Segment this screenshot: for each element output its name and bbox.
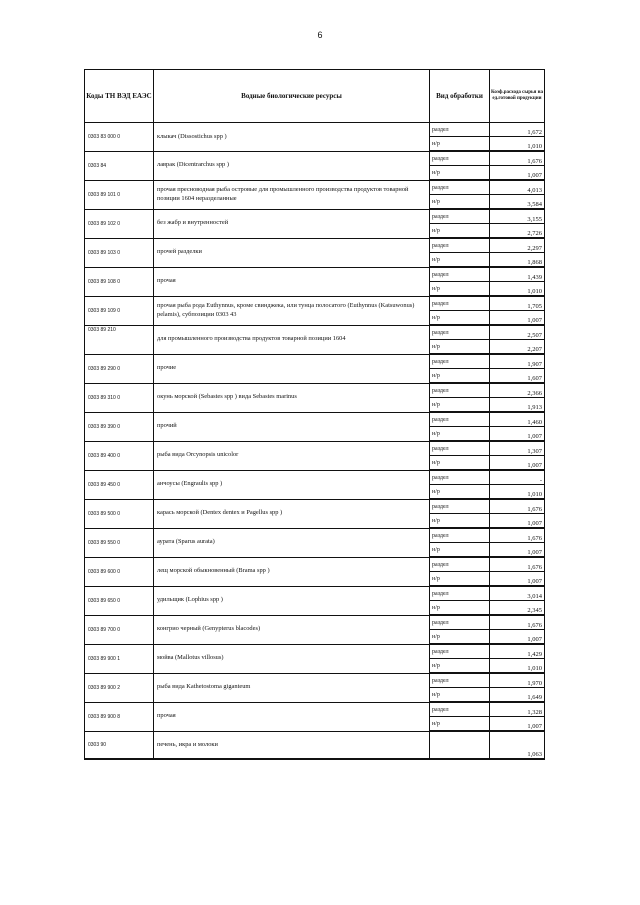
coefficient-value: 1,868	[490, 253, 545, 268]
hs-code: 0303 89 900 1	[85, 644, 154, 673]
processing-type: н/р	[430, 717, 490, 732]
coefficient-value: 1,007	[490, 514, 545, 529]
table-row	[85, 151, 545, 166]
coefficient-value: 1,007	[490, 456, 545, 471]
processing-type: раздел	[430, 528, 490, 543]
coefficient-value: 1,676	[490, 615, 545, 630]
table-row	[85, 557, 545, 572]
processing-type: раздел	[430, 238, 490, 253]
table-row	[85, 412, 545, 427]
coefficient-value: 1,460	[490, 412, 545, 427]
processing-type: н/р	[430, 166, 490, 181]
table-row	[85, 441, 545, 456]
coefficient-value: 1,007	[490, 166, 545, 181]
processing-type: раздел	[430, 644, 490, 659]
coefficient-value: 1,007	[490, 543, 545, 558]
processing-type: н/р	[430, 427, 490, 442]
processing-type: н/р	[430, 572, 490, 587]
coefficient-value: 1,676	[490, 528, 545, 543]
hs-code: 0303 89 310 0	[85, 383, 154, 412]
hs-code: 0303 89 500 0	[85, 499, 154, 528]
coefficient-value: 1,007	[490, 427, 545, 442]
coefficient-value: 1,010	[490, 137, 545, 152]
processing-type: н/р	[430, 398, 490, 413]
coefficient-value: 1,705	[490, 296, 545, 311]
hs-code: 0303 89 103 0	[85, 238, 154, 267]
coefficient-value: 1,907	[490, 354, 545, 369]
table-row	[85, 238, 545, 253]
table-row	[85, 325, 545, 340]
hs-code: 0303 89 109 0	[85, 296, 154, 325]
table-row	[85, 499, 545, 514]
processing-type: н/р	[430, 224, 490, 239]
table-row	[85, 528, 545, 543]
table-row	[85, 731, 545, 759]
table-body	[85, 123, 545, 760]
hs-code: 0303 89 108 0	[85, 267, 154, 296]
resource-name: прочие	[154, 354, 430, 383]
hs-code: 0303 83 000 0	[85, 123, 154, 152]
coefficient-value: -	[490, 470, 545, 485]
processing-type: раздел	[430, 702, 490, 717]
table-row	[85, 296, 545, 311]
coefficient-value: 3,155	[490, 209, 545, 224]
processing-type: н/р	[430, 340, 490, 355]
resource-name: прочая пресноводная рыба островые для промышленного производства продуктов товарной позиции 1604 неразделанные	[154, 180, 430, 209]
processing-type: раздел	[430, 325, 490, 340]
coefficient-value: 1,010	[490, 282, 545, 297]
coefficient-value: 1,676	[490, 499, 545, 514]
processing-type: раздел	[430, 267, 490, 282]
processing-type: н/р	[430, 253, 490, 268]
resource-name: конгрио черный (Genypterus blacodes)	[154, 615, 430, 644]
coefficient-value: 1,007	[490, 572, 545, 587]
hs-code: 0303 89 550 0	[85, 528, 154, 557]
table-row	[85, 615, 545, 630]
coefficient-value: 2,345	[490, 601, 545, 616]
header-coefficient: Коэф.расхода сырья на ед.готовой продукции	[490, 70, 545, 123]
processing-type: н/р	[430, 514, 490, 529]
resource-name: аурата (Sparus aurata)	[154, 528, 430, 557]
resource-name: клыкач (Dissostichus spp )	[154, 123, 430, 152]
coefficient-value: 3,014	[490, 586, 545, 601]
resource-name: лаврак (Dicentrarchus spp )	[154, 151, 430, 180]
processing-type: н/р	[430, 485, 490, 500]
processing-type: раздел	[430, 441, 490, 456]
coefficient-value: 1,063	[490, 731, 545, 759]
processing-type: н/р	[430, 195, 490, 210]
hs-code: 0303 90	[85, 731, 154, 759]
resource-name: мойва (Mallotus villosus)	[154, 644, 430, 673]
coefficient-value: 2,207	[490, 340, 545, 355]
hs-code: 0303 89 102 0	[85, 209, 154, 238]
processing-type: раздел	[430, 586, 490, 601]
page-number: 6	[317, 30, 323, 40]
table-row	[85, 354, 545, 369]
resource-name: печень, икра и молоки	[154, 731, 430, 759]
coefficient-value: 1,007	[490, 630, 545, 645]
processing-type: н/р	[430, 311, 490, 326]
hs-code: 0303 84	[85, 151, 154, 180]
resource-name: лещ морской обыкновенный (Brama spp )	[154, 557, 430, 586]
resource-name: без жабр и внутренностей	[154, 209, 430, 238]
resource-name: окунь морской (Sebastes spp ) вида Sebastes marinus	[154, 383, 430, 412]
table-row	[85, 644, 545, 659]
processing-type: н/р	[430, 659, 490, 674]
processing-type	[430, 731, 490, 759]
coefficient-value: 1,307	[490, 441, 545, 456]
coefficient-value: 1,010	[490, 659, 545, 674]
resource-name: прочий	[154, 412, 430, 441]
coefficient-value: 4,013	[490, 180, 545, 195]
processing-type: раздел	[430, 673, 490, 688]
processing-type: раздел	[430, 209, 490, 224]
processing-type: раздел	[430, 123, 490, 137]
processing-type: раздел	[430, 499, 490, 514]
hs-code: 0303 89 290 0	[85, 354, 154, 383]
coefficient-value: 1,328	[490, 702, 545, 717]
table-row	[85, 470, 545, 485]
resource-name: прочая	[154, 702, 430, 731]
coefficient-value: 1,007	[490, 717, 545, 732]
coefficient-value: 1,429	[490, 644, 545, 659]
resource-name: прочей разделки	[154, 238, 430, 267]
processing-type: н/р	[430, 137, 490, 152]
hs-code: 0303 89 650 0	[85, 586, 154, 615]
processing-type: н/р	[430, 630, 490, 645]
processing-type: раздел	[430, 615, 490, 630]
coefficient-table	[84, 69, 545, 760]
processing-type: н/р	[430, 688, 490, 703]
processing-type: н/р	[430, 282, 490, 297]
resource-name: анчоусы (Engraulis spp )	[154, 470, 430, 499]
coefficient-value: 2,507	[490, 325, 545, 340]
resource-name: рыба вида Orcynopsis unicolor	[154, 441, 430, 470]
coefficient-value: 1,672	[490, 123, 545, 137]
coefficient-value: 2,297	[490, 238, 545, 253]
header-code: Коды ТН ВЭД ЕАЭС	[85, 70, 154, 123]
header-processing: Вид обработки	[430, 70, 490, 123]
processing-type: раздел	[430, 151, 490, 166]
processing-type: раздел	[430, 412, 490, 427]
processing-type: раздел	[430, 354, 490, 369]
hs-code: 0303 89 400 0	[85, 441, 154, 470]
coefficient-value: 1,970	[490, 673, 545, 688]
processing-type: раздел	[430, 470, 490, 485]
coefficient-value: 2,726	[490, 224, 545, 239]
processing-type: н/р	[430, 369, 490, 384]
processing-type: раздел	[430, 383, 490, 398]
hs-code: 0303 89 210	[85, 325, 154, 354]
table-row	[85, 123, 545, 137]
hs-code: 0303 89 390 0	[85, 412, 154, 441]
processing-type: раздел	[430, 180, 490, 195]
hs-code: 0303 89 900 2	[85, 673, 154, 702]
resource-name: карась морской (Dentex dentex и Pagellus spp )	[154, 499, 430, 528]
hs-code: 0303 89 700 0	[85, 615, 154, 644]
coefficient-value: 1,676	[490, 557, 545, 572]
resource-name: рыба вида Kathetostoma giganteum	[154, 673, 430, 702]
processing-type: раздел	[430, 296, 490, 311]
processing-type: н/р	[430, 601, 490, 616]
table-row	[85, 702, 545, 717]
coefficient-value: 1,010	[490, 485, 545, 500]
processing-type: раздел	[430, 557, 490, 572]
coefficient-value: 1,913	[490, 398, 545, 413]
hs-code: 0303 89 450 0	[85, 470, 154, 499]
coefficient-value: 1,649	[490, 688, 545, 703]
table-row	[85, 209, 545, 224]
coefficient-value: 1,607	[490, 369, 545, 384]
hs-code: 0303 89 600 0	[85, 557, 154, 586]
processing-type: н/р	[430, 543, 490, 558]
header-resource: Водные биологические ресурсы	[154, 70, 430, 123]
table-row	[85, 383, 545, 398]
coefficient-value: 2,366	[490, 383, 545, 398]
coefficient-value: 1,439	[490, 267, 545, 282]
processing-type: н/р	[430, 456, 490, 471]
coefficient-value: 1,676	[490, 151, 545, 166]
table-row	[85, 586, 545, 601]
resource-name: удильщик (Lophius spp )	[154, 586, 430, 615]
coefficient-value: 3,584	[490, 195, 545, 210]
hs-code: 0303 89 900 8	[85, 702, 154, 731]
hs-code: 0303 89 101 0	[85, 180, 154, 209]
resource-name: прочая рыба рода Euthynnus, кроме свинджека, или тунца полосатого (Euthynnus (Katsuwonus) pelamis), субпозиции 0303 43	[154, 296, 430, 325]
resource-name: для промышленного производства продуктов товарной позиции 1604	[154, 325, 430, 354]
resource-name: прочая	[154, 267, 430, 296]
table-row	[85, 673, 545, 688]
table-row	[85, 267, 545, 282]
table-row	[85, 180, 545, 195]
coefficient-value: 1,007	[490, 311, 545, 326]
